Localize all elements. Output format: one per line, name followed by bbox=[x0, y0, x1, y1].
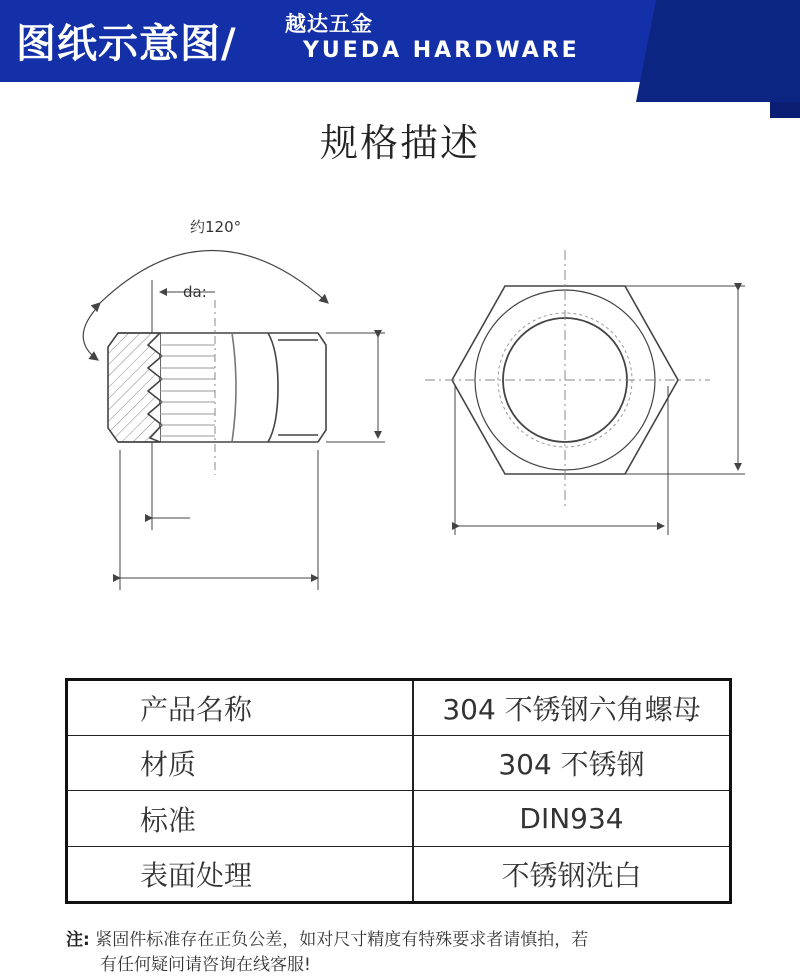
table-row bbox=[67, 791, 731, 846]
table-row bbox=[67, 736, 731, 791]
table-row bbox=[67, 846, 731, 902]
side-view bbox=[83, 251, 385, 591]
note-line-1: 紧固件标准存在正负公差，如对尺寸精度有特殊要求者请慎拍，若 bbox=[95, 930, 589, 950]
note-label: 注: bbox=[66, 930, 90, 950]
table-row bbox=[67, 680, 731, 736]
spec-value: 不锈钢洗白 bbox=[413, 846, 731, 902]
front-view bbox=[425, 250, 745, 535]
brand-name-chinese: 越达五金 bbox=[285, 12, 373, 36]
banner-title: 图纸示意图/ bbox=[16, 21, 237, 67]
da-label: da: bbox=[183, 283, 207, 301]
spec-value: 304 不锈钢六角螺母 bbox=[413, 680, 731, 736]
spec-value: DIN934 bbox=[413, 791, 731, 846]
note-line-2: 有任何疑问请咨询在线客服! bbox=[100, 955, 311, 975]
nut-diagram bbox=[0, 190, 800, 610]
spec-key: 材质 bbox=[67, 736, 414, 791]
spec-table bbox=[65, 678, 732, 904]
spec-value: 304 不锈钢 bbox=[413, 736, 731, 791]
disclaimer-note bbox=[66, 928, 766, 978]
technical-drawing bbox=[0, 190, 800, 610]
section-title: 规格描述 bbox=[319, 121, 480, 165]
spec-key: 标准 bbox=[67, 791, 414, 846]
spec-key: 表面处理 bbox=[67, 846, 414, 902]
brand-name-english: YUEDA HARDWARE bbox=[303, 38, 580, 63]
spec-key: 产品名称 bbox=[67, 680, 414, 736]
header-banner bbox=[0, 0, 800, 118]
angle-label: 约120° bbox=[190, 218, 242, 236]
